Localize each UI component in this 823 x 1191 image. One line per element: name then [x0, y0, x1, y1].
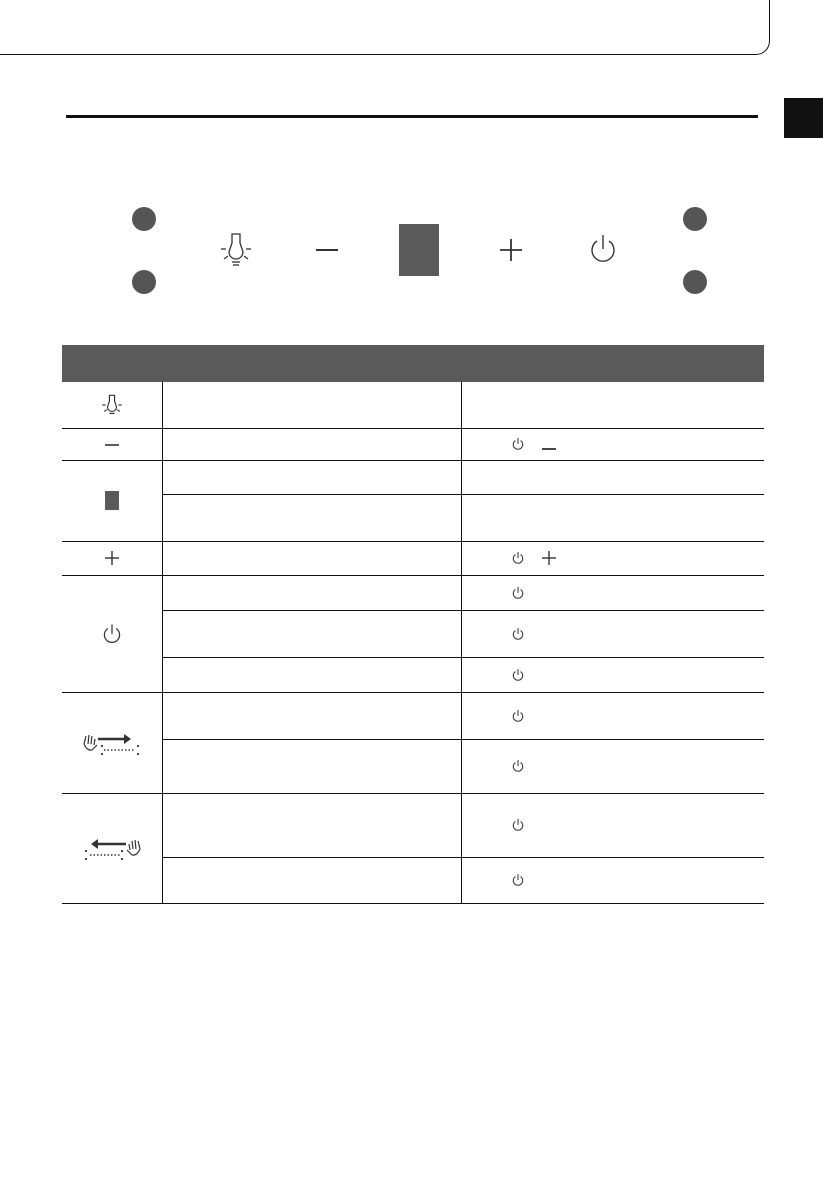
corner-dot: [683, 270, 707, 294]
corner-dot: [132, 270, 156, 294]
header-cell: [162, 345, 461, 382]
power-icon: [512, 759, 524, 773]
header-cell: [461, 345, 764, 382]
power-icon: [512, 873, 524, 887]
table-header: [62, 345, 764, 382]
operation-cell: [461, 610, 764, 657]
function-table: [62, 345, 764, 904]
header-cell: [62, 345, 162, 382]
function-cell: [162, 494, 461, 541]
swipe-right-icon: [82, 730, 142, 756]
language-tab: [784, 98, 823, 138]
operation-cell: [461, 857, 764, 903]
table-row: [62, 739, 764, 793]
display-block: [399, 224, 439, 276]
table-row: [62, 428, 764, 460]
function-cell: [162, 575, 461, 610]
power-icon: [512, 818, 524, 832]
row-icon-cell: [62, 541, 162, 575]
display-block-icon: [105, 491, 119, 510]
function-cell: [162, 382, 461, 428]
power-icon: [589, 233, 617, 265]
table-row: [62, 610, 764, 657]
row-icon-cell: [62, 692, 162, 793]
plus-icon: [499, 238, 523, 262]
table-row: [62, 494, 764, 541]
function-cell: [162, 428, 461, 460]
crop-mark: [0, 0, 770, 55]
row-icon-cell: [62, 382, 162, 428]
function-cell: [162, 793, 461, 857]
row-icon-cell: [62, 793, 162, 903]
function-cell: [162, 857, 461, 903]
power-icon: [512, 709, 524, 723]
power-icon: [512, 586, 524, 600]
corner-dot: [132, 207, 156, 231]
function-cell: [162, 692, 461, 739]
table-row: [62, 657, 764, 692]
function-cell: [162, 657, 461, 692]
function-cell: [162, 739, 461, 793]
operation-cell: [461, 739, 764, 793]
swipe-left-icon: [82, 835, 142, 861]
function-cell: [162, 610, 461, 657]
table-row: [62, 793, 764, 857]
table-row: [62, 382, 764, 428]
table-row: [62, 541, 764, 575]
operation-cell: [461, 657, 764, 692]
table-row: [62, 460, 764, 494]
operation-cell: [461, 428, 764, 460]
plus-icon: [104, 550, 120, 566]
minus-icon: [315, 248, 339, 252]
table-row: [62, 857, 764, 903]
top-rule: [66, 115, 758, 118]
table-row: [62, 575, 764, 610]
function-cell: [162, 541, 461, 575]
minus-icon: [104, 443, 120, 447]
row-icon-cell: [62, 460, 162, 541]
operation-cell: [461, 494, 764, 541]
operation-cell: [461, 692, 764, 739]
power-icon: [512, 668, 524, 682]
power-icon: [512, 627, 524, 641]
operation-cell: [461, 575, 764, 610]
control-panel-diagram: [0, 195, 823, 305]
operation-cell: [461, 460, 764, 494]
row-icon-cell: [62, 428, 162, 460]
power-icon: [512, 437, 524, 451]
operation-cell: [461, 793, 764, 857]
table-row: [62, 692, 764, 739]
power-icon: [102, 623, 122, 645]
power-icon: [512, 551, 524, 565]
plus-icon: [541, 550, 557, 566]
row-icon-cell: [62, 575, 162, 692]
operation-cell: [461, 382, 764, 428]
minus-icon: [541, 437, 557, 451]
operation-cell: [461, 541, 764, 575]
function-cell: [162, 460, 461, 494]
light-bulb-icon: [219, 231, 253, 267]
light-bulb-icon: [101, 393, 123, 417]
corner-dot: [683, 207, 707, 231]
